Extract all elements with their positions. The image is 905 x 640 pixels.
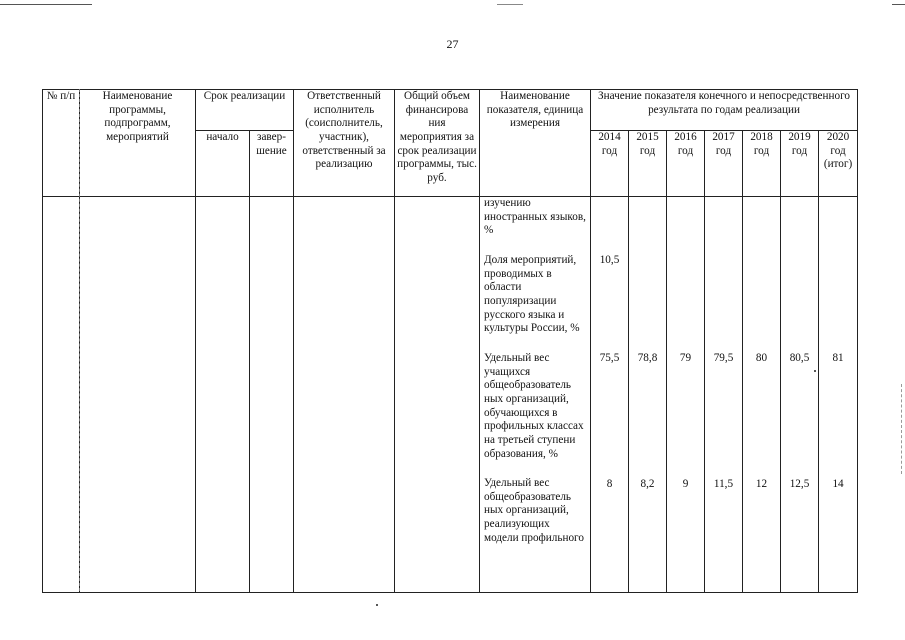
- header-year-2019: 2019 год: [781, 131, 819, 197]
- scan-artifact-dot: [814, 370, 816, 372]
- indicator-value: 8,2: [640, 477, 655, 490]
- header-program-name: Наименование программы, подпрограмм, мероприятий: [80, 90, 196, 197]
- scan-artifact-dash: [79, 89, 80, 591]
- cell-number: [43, 197, 80, 593]
- indicator-value: 12,5: [789, 477, 810, 490]
- indicator-value: 75,5: [599, 352, 620, 365]
- indicator-value: 79,5: [713, 352, 734, 365]
- indicator-name: Доля мероприятий, проводимых в области популяризации русского языка и культуры России, %: [484, 253, 580, 335]
- header-year-2017: 2017 год: [705, 131, 743, 197]
- indicator-value: 78,8: [637, 352, 658, 365]
- header-start: начало: [196, 131, 250, 197]
- header-period: Срок реализации: [196, 90, 294, 131]
- indicator-value: 9: [682, 477, 689, 490]
- program-table: [42, 89, 858, 593]
- header-responsible: Ответственный исполнитель (соисполнитель, участник), ответственный за реализацию: [294, 90, 395, 197]
- indicator-value: 81: [832, 352, 844, 365]
- scan-artifact-dash-right: [901, 384, 902, 474]
- scan-line-top-left: [0, 4, 92, 5]
- cell-values-2018: [743, 197, 781, 593]
- cell-values-2017: [705, 197, 743, 593]
- cell-start: [196, 197, 250, 593]
- cell-values-2019: [781, 197, 819, 593]
- indicator-name: изучению иностранных языков, %: [484, 197, 586, 237]
- scan-line-top-mid: [497, 4, 523, 5]
- cell-indicators: [480, 197, 591, 593]
- indicator-value: 12: [755, 477, 768, 490]
- table-row: [43, 197, 858, 593]
- scan-artifact-dot: [376, 604, 378, 606]
- indicator-value: 10,5: [599, 254, 620, 267]
- cell-end: [250, 197, 294, 593]
- header-values: Значение показателя конечного и непосредственного результата по годам реализации: [591, 90, 858, 131]
- cell-values-2014: [591, 197, 629, 593]
- scan-line-top-right: [892, 4, 905, 5]
- header-financing: Общий объем финансирова ния мероприятия за срок реализации программы, тыс. руб.: [395, 90, 480, 197]
- cell-values-2015: [629, 197, 667, 593]
- indicator-value: 14: [832, 477, 844, 490]
- header-number: № п/п: [43, 90, 80, 197]
- indicator-value: 8: [606, 477, 613, 490]
- header-year-2014: 2014 год: [591, 131, 629, 197]
- page-number: 27: [446, 37, 459, 51]
- indicator-value: 80: [755, 352, 768, 365]
- indicator-value: 11,5: [713, 477, 734, 490]
- cell-program-name: [80, 197, 196, 593]
- indicator-name: Удельный вес учащихся общеобразователь ных организаций, обучающихся в профильных классах на третьей ступени образования, %: [484, 351, 584, 460]
- header-year-2015: 2015 год: [629, 131, 667, 197]
- indicator-name: Удельный вес общеобразователь ных организаций, реализующих модели профильного: [484, 477, 584, 544]
- cell-responsible: [294, 197, 395, 593]
- cell-values-2020: [819, 197, 858, 593]
- cell-financing: [395, 197, 480, 593]
- indicator-value: 79: [679, 352, 692, 365]
- cell-values-2016: [667, 197, 705, 593]
- header-end: завер-шение: [250, 131, 294, 197]
- header-year-2020: 2020 год (итог): [819, 131, 858, 197]
- header-year-2016: 2016 год: [667, 131, 705, 197]
- header-year-2018: 2018 год: [743, 131, 781, 197]
- indicator-value: 80,5: [789, 352, 810, 365]
- header-indicator: Наименование показателя, единица измерения: [480, 90, 591, 197]
